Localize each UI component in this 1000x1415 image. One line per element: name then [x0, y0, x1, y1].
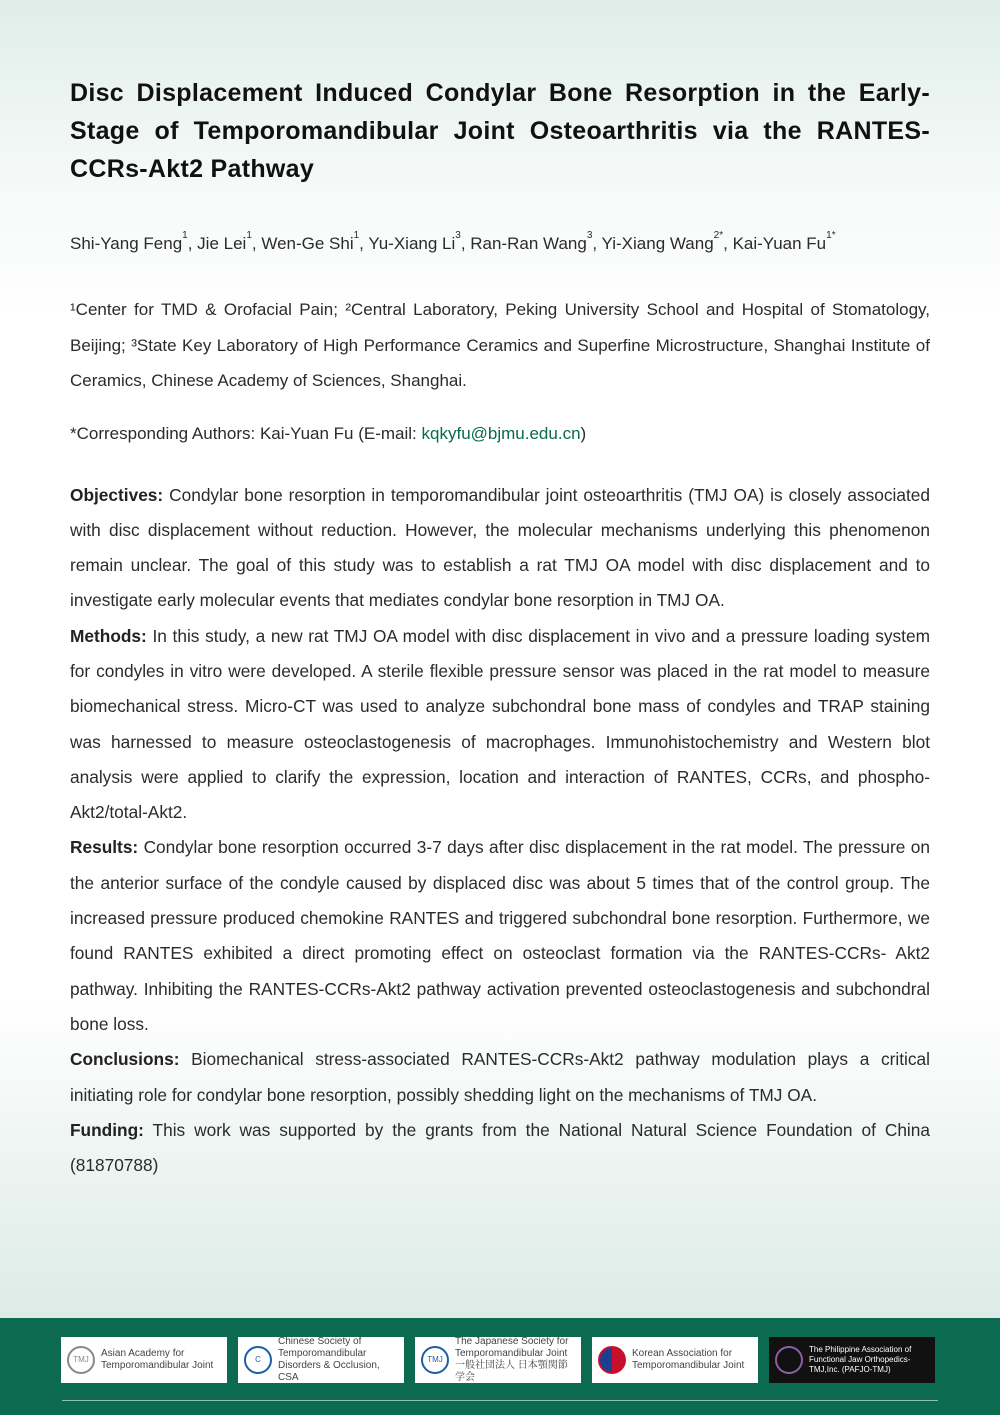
author-name: Kai-Yuan Fu [732, 234, 827, 253]
author-name: Ran-Ran Wang [470, 234, 587, 253]
society-seal-icon: TMJ [421, 1346, 449, 1374]
author [732, 230, 836, 253]
author [70, 230, 188, 253]
society-name: Korean Association for Temporomandibular Joint [632, 1348, 745, 1371]
author-affiliation-mark: 3 [455, 230, 461, 241]
section-text: This work was supported by the grants from the National Natural Science Foundation of China (81870788) [70, 1119, 930, 1176]
society-logo [238, 1337, 404, 1383]
author-affiliation-mark: 3 [586, 230, 593, 241]
author-name: Yu-Xiang Li [368, 234, 456, 253]
author [261, 230, 360, 253]
author-list: Shi-Yang Feng$^1$, Jie Lei$^1$, Wen-Ge Shi$^1$, Yu-Xiang Li$^3$, Ran-Ran Wang$^3$, Yi-Xiang Wang$^{2*}$, Kai-Yuan $Fu^{1*}$ [70, 230, 836, 253]
abstract-section [70, 1042, 930, 1113]
author-name: Yi-Xiang Wang [601, 234, 714, 253]
paper-title: Disc Displacement Induced Condylar Bone Resorption in the Early-Stage of Temporomandibular Joint Osteoarthritis via the RANTES-CCRs-Akt2 Pathway [70, 79, 930, 183]
society-logo [592, 1337, 758, 1383]
affiliations: ¹Center for TMD & Orofacial Pain; ²Central Laboratory, Peking University School and Hospital of Stomatology, Beijing; ³State Key Laboratory of High Performance Ceramics and Superfine Microstructure, Shanghai Institute of Ceramics, Chinese Academy of Sciences, Shanghai. [70, 300, 930, 390]
section-text: In this study, a new rat TMJ OA model with disc displacement in vivo and a pressure loading system for condyles in vitro were developed. A sterile flexible pressure sensor was placed in the rat model to measure biomechanical stress. Micro-CT was used to analyze subchondral bone mass of condyles and TRAP staining was harnessed to measure osteoclastogenesis of macrophages. Immunohistochemistry and Western blot analysis were applied to clarify the expression, location and interaction of RANTES, CCRs, and phospho-Akt2/total-Akt2. [70, 625, 930, 823]
section-label: Conclusions: [70, 1049, 180, 1070]
society-seal-icon [775, 1346, 803, 1374]
society-seal-icon [598, 1346, 626, 1374]
abstract-section [70, 830, 930, 1042]
author-name: Jie Lei [197, 234, 247, 253]
society-logos [61, 1337, 935, 1383]
abstract [70, 478, 930, 1184]
author-affiliation-mark: 1 [182, 230, 188, 241]
society-seal-icon: TMJ [67, 1346, 95, 1374]
section-label: Funding: [70, 1119, 144, 1140]
section-label: Results: [70, 837, 139, 858]
author [368, 230, 461, 253]
author [601, 230, 724, 253]
abstract-section [70, 619, 930, 831]
footer-divider [62, 1400, 938, 1401]
author-affiliation-mark: 1 [353, 230, 360, 241]
section-text: Condylar bone resorption occurred 3-7 days after disc displacement in the rat model. The pressure on the anterior surface of the condyle caused by displaced disc was about 5 times that of the control group. The increased pressure produced chemokine RANTES and triggered subchondral bone resorption. Furthermore, we found RANTES exhibited a direct promoting effect on osteoclast formation via the RANTES-CCRs- Akt2 pathway. Inhibiting the RANTES-CCRs-Akt2 pathway activation prevented osteoclastogenesis and subchondral bone loss. [70, 837, 930, 1034]
author [470, 230, 593, 253]
society-logo [769, 1337, 935, 1383]
author [197, 230, 252, 253]
society-name: The Philippine Association of Functional Jaw Orthopedics-TMJ,Inc. (PAFJO-TMJ) [809, 1345, 912, 1374]
section-text: Condylar bone resorption in temporomandibular joint osteoarthritis (TMJ OA) is closely associated with disc displacement without reduction. However, the molecular mechanisms underlying this phenomenon remain unclear. The goal of this study was to establish a rat TMJ OA model with disc displacement and to investigate early molecular events that mediates condylar bone resorption in TMJ OA. [70, 484, 930, 611]
society-logo [61, 1337, 227, 1383]
author-affiliation-mark: 1 [246, 230, 252, 241]
society-name: Asian Academy for Temporomandibular Joint [101, 1348, 214, 1371]
corresponding-prefix: *Corresponding Authors: Kai-Yuan Fu (E-mail: [70, 423, 422, 443]
abstract-section [70, 478, 930, 619]
paper-body [70, 74, 930, 1183]
society-name: The Japanese Society for Temporomandibular Joint 一般社団法人 日本顎関節学会 [455, 1336, 569, 1383]
abstract-section [70, 1113, 930, 1184]
society-seal-icon: C [244, 1346, 272, 1374]
author-name: Shi-Yang Feng [70, 234, 183, 253]
society-logo [415, 1337, 581, 1383]
section-label: Methods: [70, 625, 147, 646]
author-affiliation-mark: 1* [826, 230, 836, 241]
footer [0, 1318, 1000, 1415]
author-name: Wen-Ge Shi [261, 234, 354, 253]
author-affiliation-mark: 2* [713, 230, 724, 241]
corresponding-author [70, 419, 930, 449]
section-label: Objectives: [70, 484, 164, 505]
corresponding-suffix: ) [580, 423, 587, 443]
society-name: Chinese Society of Temporomandibular Disorders & Occlusion, CSA [278, 1336, 380, 1383]
email-link[interactable]: kqkyfu@bjmu.edu.cn [421, 423, 581, 443]
section-text: Biomechanical stress-associated RANTES-CCRs-Akt2 pathway modulation plays a critical initiating role for condylar bone resorption, possibly shedding light on the mechanisms of TMJ OA. [70, 1049, 930, 1105]
